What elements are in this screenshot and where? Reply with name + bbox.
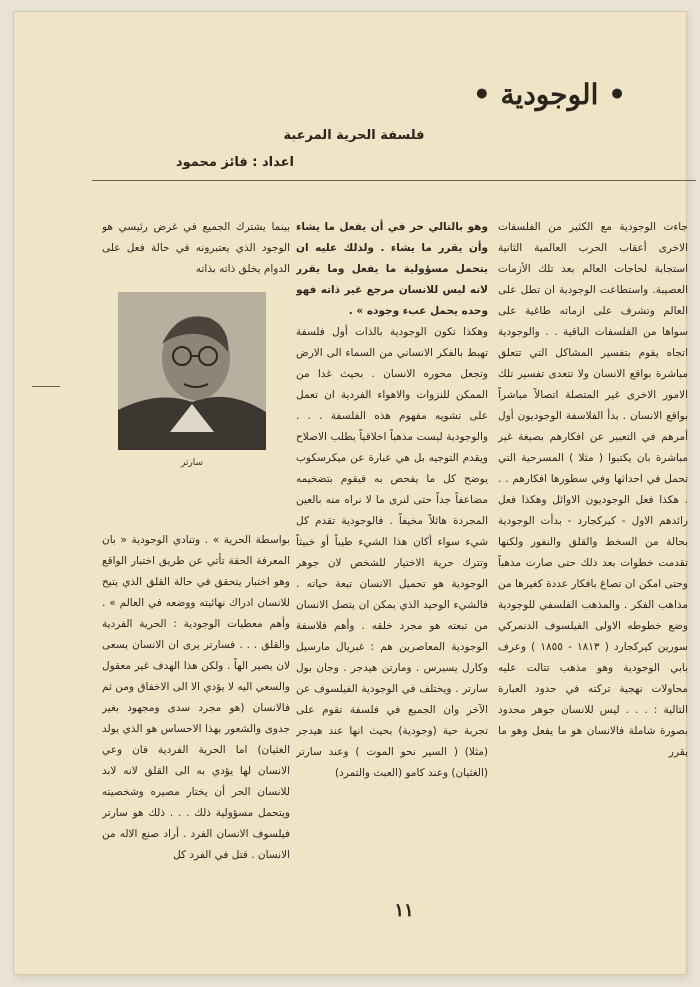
text-column-right [498, 217, 688, 917]
article-subtitle: فلسفة الحرية المرعبة [283, 128, 425, 143]
photo-caption: سارتر [180, 458, 204, 468]
header-divider [92, 180, 696, 181]
margin-mark [32, 386, 60, 387]
sartre-photo [118, 292, 266, 450]
magazine-page [14, 12, 686, 974]
article-title: • الوجودية • [472, 78, 626, 111]
column-middle-lead: وهو بالتالي حر في أن يفعل ما يشاء وأن يقرر ما يشاء . ولذلك عليه ان يتحمل مسؤولية ما يفعل وما يقرر لانه ليس للانسان مرجع غير ذاته فهو وحده يحمل عبء وجوده » . [296, 221, 488, 317]
column-middle-text: وهكذا تكون الوجودية بالذات أول فلسفة تهبط بالفكر الانساني من السماء الى الارض وتجعل محوره الانسان . بحيث غدا من الممكن للنزوات والاهواء الفردية ان تعمل على تشويه مفهوم هذه الفلسفة . . . والوجودية ليست مذهباً اخلاقياً يطلب الاصلاح ويقدم التوجيه بل هي عبارة عن ميكرسكوب يوضح كل ما يفحص به فيقوم بتضخيمه مضاعفاً جداً حتى لنرى ما لا نراه منه بالعين المجردة هائلاً مخيفاً . فالوجودية تقدم كل شيء سواء أكان هذا الشيء طيباً أو خبيثاً وتترك حرية الاختيار للشخص لان جوهر الوجودية هو تحميل الانسان تبعة حياته . فالشيء الوحيد الذي يمكن ان يتصل الانسان من تبعته هو مجرد خلقه . وأهم فلاسفة الوجودية المعاصرين هم : غبريال مارسيل وكارل يسبرس . ومارتن هيدجر . وجان بول سارتر . ويختلف في الوجودية الفيلسوف عن الآخر وان الجميع في فلسفة تقوم على تجربة حية (وجودية) بحيث انها عند هيدجر (مثلا) ( السير نحو الموت ) وعند سارتر (الغثيان) وعند كامو (العبث والتمرد) [296, 326, 488, 779]
column-left-bottom: بواسطة الحرية » . وتنادي الوجودية « بان المعرفة الحقة تأتي عن طريق اختبار الواقع وهو اختبار يتحقق في حالة القلق الذي يتيح للانسان ادراك نهائيته ووضعه في العالم » . وأهم معطيات الوجودية : الحرية الفردية والقلق . . . فسارتر يرى ان الانسان يسعى لان يصير الهاً . ولكن هذا الهدف غير معقول والسعي اليه لا يؤدي الا الى الاخفاق ومن ثم فالانسان (هو مجرد سدى ومجهود بغير جدوى والشعور بهذا الاحساس هو الذي يولد الغثيان) اما الحرية الفردية فان وعي الانسان لها يؤدي به الى القلق لانه لابد للانسان الحر أن يختار مصيره وشخصيته ويتحمل مسؤولية ذلك . . . ذلك هو سارتر فيلسوف الانسان الفرد . أراد صنع الاله من الانسان . قتل في الفرد كل [102, 534, 290, 861]
article-byline: اعداد : فائز محمود [175, 155, 294, 170]
text-column-middle [296, 217, 488, 917]
column-left-top: بينما يشترك الجميع في غرض رئيسي هو الوجود الذي يعتبرونه في حالة فعل على الدوام يخلق ذاته بذاته [102, 221, 290, 275]
page-number: ١١ [394, 900, 414, 921]
column-right-text: جاءت الوجودية مع الكثير من الفلسفات الاخرى أعقاب الحرب العالمية الثانية استجابة لحاجات العالم بعد تلك الأزمات العصيبة. واستطاعت الوجودية ان تطل على العالم وتشرف على ازماته طاغية على سواها من الفلسفات الباقية . . والوجودية اتجاه يقوم بتفسير المشاكل التي تتعلق مباشرة بواقع الانسان ولا تتعدى تفسير تلك الامور الاخرى غير المتصلة اتصالاً مباشراً بواقع الانسان . بدأ الفلاسفة الوجوديون أول أمرهم في التعبير عن افكارهم بصيغة غير مباشرة بان يكتبوا ( مثلا ) المسرحية التي تحمل في احداثها وفي سطورها افكارهم . . . هكذا فعل الوجوديون الاوائل وهكذا فعل رائدهم الاول - كيركجارد - بدأت الوجودية بحالة من السخط والقلق والنفور ولكنها تقدمت خطوات بعد ذلك حتى صارت مذهباً وحتى امكن ان تصاغ بافكار عددة كغيرها من مذاهب الفكر . والمذهب الفلسفي للوجودية وضع خطوطه الاولى الفيلسوف الدنمركي سورين كيركجارد ( ١٨١٣ - ١٨٥٥ ) وعرف بابي الوجودية وهو مذهب تتالت عليه محاولات نهجية تركته في حدود العبارة التالية : . . . ليس للانسان جوهر محدود بصورة شاملة فالانسان هو ما يفعل وهو ما يقرر [498, 221, 688, 758]
